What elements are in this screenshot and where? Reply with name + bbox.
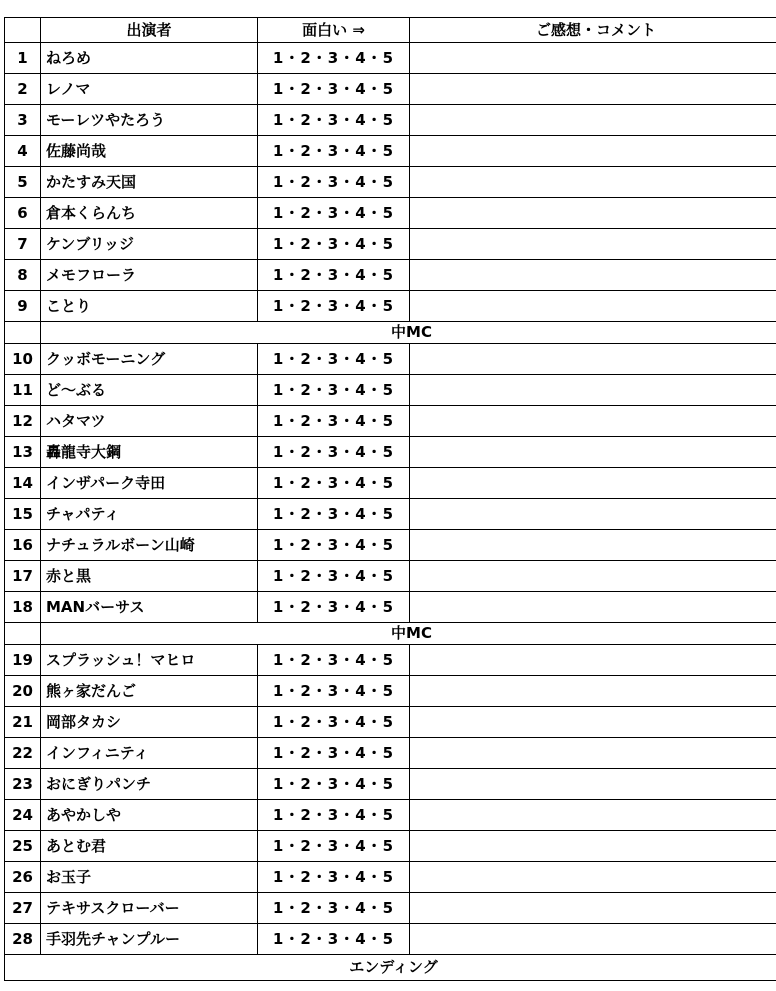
comment-cell[interactable] [410,738,776,769]
performer-number: 17 [5,561,41,592]
table-row [5,561,776,592]
comment-cell[interactable] [410,43,776,74]
performer-name: モーレツやたろう [41,105,258,136]
performer-name: あとむ君 [41,831,258,862]
performer-name: 熊ヶ家だんご [41,676,258,707]
interlude-row [5,322,776,344]
comment-cell[interactable] [410,229,776,260]
table-row [5,769,776,800]
comment-cell[interactable] [410,893,776,924]
table-row [5,468,776,499]
rating-scale[interactable]: 1・2・3・4・5 [258,707,410,738]
performer-number: 3 [5,105,41,136]
rating-scale[interactable]: 1・2・3・4・5 [258,893,410,924]
table-row [5,291,776,322]
table-row [5,831,776,862]
comment-cell[interactable] [410,468,776,499]
comment-cell[interactable] [410,499,776,530]
comment-cell[interactable] [410,437,776,468]
performer-number: 2 [5,74,41,105]
performer-name: 倉本くらんち [41,198,258,229]
performer-name: レノマ [41,74,258,105]
rating-scale[interactable]: 1・2・3・4・5 [258,800,410,831]
rating-scale[interactable]: 1・2・3・4・5 [258,375,410,406]
performer-number: 7 [5,229,41,260]
comment-cell[interactable] [410,74,776,105]
table-row [5,924,776,955]
rating-scale[interactable]: 1・2・3・4・5 [258,167,410,198]
table-row [5,707,776,738]
comment-cell[interactable] [410,707,776,738]
rating-scale[interactable]: 1・2・3・4・5 [258,831,410,862]
performer-number: 15 [5,499,41,530]
table-row [5,43,776,74]
interlude-label: 中MC [41,322,776,344]
rating-scale[interactable]: 1・2・3・4・5 [258,499,410,530]
performer-number: 18 [5,592,41,623]
performer-name: あやかしや [41,800,258,831]
performer-name: ナチュラルボーン山崎 [41,530,258,561]
interlude-number-cell [5,322,41,344]
performer-name: ことり [41,291,258,322]
comment-cell[interactable] [410,645,776,676]
comment-cell[interactable] [410,406,776,437]
table-row [5,645,776,676]
comment-cell[interactable] [410,831,776,862]
performer-name: 手羽先チャンプルー [41,924,258,955]
performer-number: 28 [5,924,41,955]
rating-scale[interactable]: 1・2・3・4・5 [258,924,410,955]
performer-number: 16 [5,530,41,561]
performer-number: 10 [5,344,41,375]
comment-cell[interactable] [410,862,776,893]
comment-cell[interactable] [410,105,776,136]
performer-number: 9 [5,291,41,322]
rating-scale[interactable]: 1・2・3・4・5 [258,738,410,769]
table-body [5,43,776,981]
table-row [5,592,776,623]
performer-name: ケンブリッジ [41,229,258,260]
performer-number: 12 [5,406,41,437]
performer-number: 4 [5,136,41,167]
comment-cell[interactable] [410,375,776,406]
performer-number: 5 [5,167,41,198]
performer-number: 6 [5,198,41,229]
performer-number: 1 [5,43,41,74]
comment-cell[interactable] [410,924,776,955]
comment-cell[interactable] [410,198,776,229]
rating-scale[interactable]: 1・2・3・4・5 [258,769,410,800]
performer-name: ねろめ [41,43,258,74]
performer-name: おにぎりパンチ [41,769,258,800]
comment-cell[interactable] [410,561,776,592]
performer-name: 岡部タカシ [41,707,258,738]
table-row [5,167,776,198]
header-number [5,18,41,43]
table-row [5,437,776,468]
header-row [5,18,776,43]
comment-cell[interactable] [410,800,776,831]
rating-scale[interactable]: 1・2・3・4・5 [258,437,410,468]
performer-number: 22 [5,738,41,769]
performer-name: MANバーサス [41,592,258,623]
performer-number: 25 [5,831,41,862]
header-rating: 面白い ⇒ [258,18,410,43]
table-row [5,738,776,769]
performer-number: 20 [5,676,41,707]
performer-name: お玉子 [41,862,258,893]
performer-number: 27 [5,893,41,924]
table-row [5,229,776,260]
performer-name: インフィニティ [41,738,258,769]
table-row [5,136,776,167]
ending-row [5,955,776,981]
performer-number: 26 [5,862,41,893]
header-performer: 出演者 [41,18,258,43]
rating-scale[interactable]: 1・2・3・4・5 [258,561,410,592]
performer-number: 8 [5,260,41,291]
rating-scale[interactable]: 1・2・3・4・5 [258,862,410,893]
rating-scale[interactable]: 1・2・3・4・5 [258,260,410,291]
comment-cell[interactable] [410,592,776,623]
comment-cell[interactable] [410,260,776,291]
interlude-row [5,623,776,645]
rating-scale[interactable]: 1・2・3・4・5 [258,344,410,375]
rating-scale[interactable]: 1・2・3・4・5 [258,592,410,623]
performer-name: チャパティ [41,499,258,530]
rating-scale[interactable]: 1・2・3・4・5 [258,229,410,260]
performer-number: 24 [5,800,41,831]
performer-name: インザパーク寺田 [41,468,258,499]
table-row [5,530,776,561]
rating-scale[interactable]: 1・2・3・4・5 [258,468,410,499]
performer-name: メモフローラ [41,260,258,291]
performer-name: 赤と黒 [41,561,258,592]
rating-scale[interactable]: 1・2・3・4・5 [258,198,410,229]
performer-number: 23 [5,769,41,800]
performer-number: 11 [5,375,41,406]
table-row [5,74,776,105]
performer-name: スプラッシュ！マヒロ [41,645,258,676]
rating-scale[interactable]: 1・2・3・4・5 [258,530,410,561]
table-row [5,862,776,893]
rating-scale[interactable]: 1・2・3・4・5 [258,406,410,437]
performer-name: 轟龍寺大鋼 [41,437,258,468]
rating-scale[interactable]: 1・2・3・4・5 [258,74,410,105]
comment-cell[interactable] [410,769,776,800]
table-row [5,676,776,707]
interlude-label: 中MC [41,623,776,645]
table-row [5,105,776,136]
table-row [5,893,776,924]
table-row [5,800,776,831]
performer-number: 19 [5,645,41,676]
questionnaire-table [4,17,776,981]
performer-name: ハタマツ [41,406,258,437]
rating-scale[interactable]: 1・2・3・4・5 [258,136,410,167]
header-comment: ご感想・コメント [410,18,776,43]
performer-name: かたすみ天国 [41,167,258,198]
performer-name: 佐藤尚哉 [41,136,258,167]
performer-number: 21 [5,707,41,738]
performer-name: テキサスクローバー [41,893,258,924]
table-row [5,499,776,530]
ending-label: エンディング [5,955,776,981]
rating-scale[interactable]: 1・2・3・4・5 [258,43,410,74]
performer-name: クッボモーニング [41,344,258,375]
comment-cell[interactable] [410,291,776,322]
performer-name: ど〜ぶる [41,375,258,406]
rating-scale[interactable]: 1・2・3・4・5 [258,105,410,136]
rating-scale[interactable]: 1・2・3・4・5 [258,676,410,707]
interlude-number-cell [5,623,41,645]
rating-scale[interactable]: 1・2・3・4・5 [258,291,410,322]
comment-cell[interactable] [410,676,776,707]
performer-number: 13 [5,437,41,468]
comment-cell[interactable] [410,530,776,561]
table-row [5,375,776,406]
rating-scale[interactable]: 1・2・3・4・5 [258,645,410,676]
table-row [5,260,776,291]
table-row [5,198,776,229]
table-row [5,344,776,375]
comment-cell[interactable] [410,136,776,167]
comment-cell[interactable] [410,167,776,198]
performer-number: 14 [5,468,41,499]
table-row [5,406,776,437]
comment-cell[interactable] [410,344,776,375]
